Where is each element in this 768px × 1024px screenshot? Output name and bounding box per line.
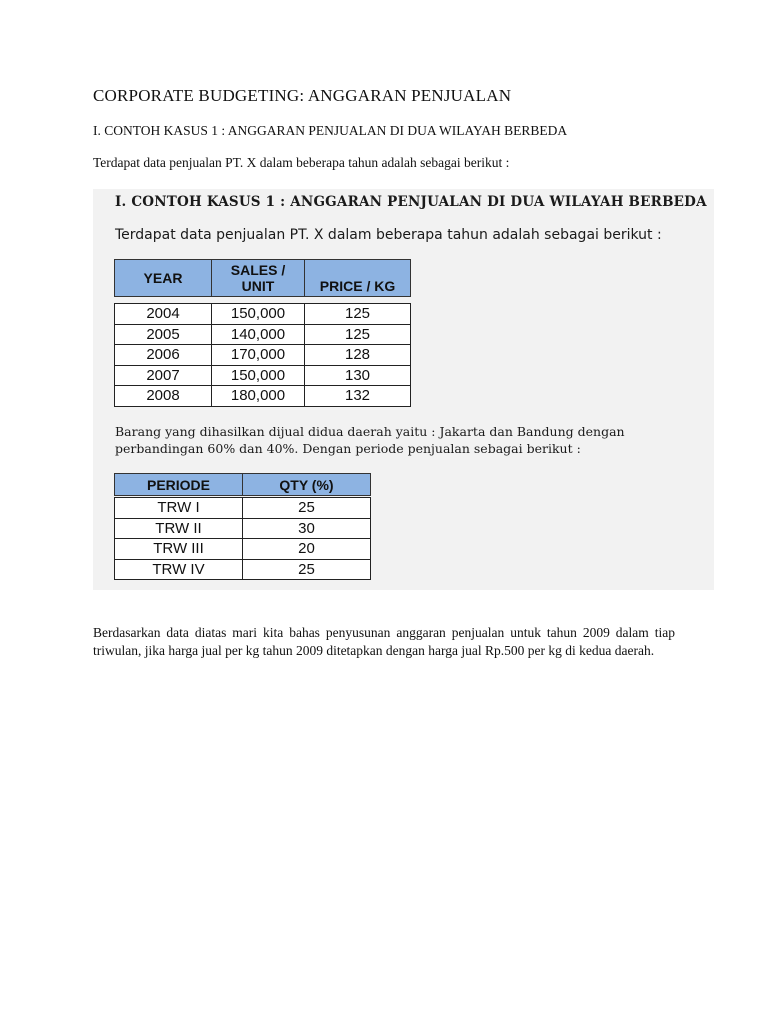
table-row bbox=[115, 498, 371, 519]
figure-paragraph: Barang yang dihasilkan dijual didua daerah yaitu : Jakarta dan Bandung dengan perbandingan 60% dan 40%. Dengan periode penjualan sebagai berikut : bbox=[115, 424, 625, 456]
cell-qty: 25 bbox=[243, 498, 371, 519]
sales-table bbox=[114, 259, 411, 407]
table-row bbox=[115, 518, 371, 539]
period-table bbox=[114, 473, 371, 580]
page-title: CORPORATE BUDGETING: ANGGARAN PENJUALAN bbox=[93, 86, 512, 105]
cell-sales: 170,000 bbox=[212, 345, 305, 366]
closing-paragraph: Berdasarkan data diatas mari kita bahas penyusunan anggaran penjualan untuk tahun 2009 dalam tiap triwulan, jika harga jual per kg tahun 2009 ditetapkan dengan harga jual Rp.500 per kg di kedua daerah. bbox=[93, 625, 675, 658]
cell-year: 2007 bbox=[115, 365, 212, 386]
column-header-price-kg: PRICE / KG bbox=[305, 260, 411, 297]
cell-price: 125 bbox=[305, 304, 411, 325]
cell-sales: 150,000 bbox=[212, 365, 305, 386]
figure-intro: Terdapat data penjualan PT. X dalam beberapa tahun adalah sebagai berikut : bbox=[115, 227, 662, 243]
intro-text: Terdapat data penjualan PT. X dalam beberapa tahun adalah sebagai berikut : bbox=[93, 155, 510, 170]
cell-year: 2006 bbox=[115, 345, 212, 366]
table-row bbox=[115, 559, 371, 580]
cell-sales: 140,000 bbox=[212, 324, 305, 345]
cell-periode: TRW I bbox=[115, 498, 243, 519]
table-row bbox=[115, 539, 371, 560]
cell-year: 2008 bbox=[115, 386, 212, 407]
cell-periode: TRW III bbox=[115, 539, 243, 560]
section-subheading: I. CONTOH KASUS 1 : ANGGARAN PENJUALAN DI DUA WILAYAH BERBEDA bbox=[93, 123, 568, 138]
table-row bbox=[115, 304, 411, 325]
cell-price: 132 bbox=[305, 386, 411, 407]
cell-periode: TRW IV bbox=[115, 559, 243, 580]
cell-qty: 25 bbox=[243, 559, 371, 580]
column-header-qty: QTY (%) bbox=[243, 474, 371, 496]
table-row bbox=[115, 324, 411, 345]
cell-sales: 150,000 bbox=[212, 304, 305, 325]
cell-year: 2005 bbox=[115, 324, 212, 345]
cell-qty: 30 bbox=[243, 518, 371, 539]
table-header-row bbox=[115, 474, 371, 496]
table-header-row bbox=[115, 260, 411, 297]
cell-sales: 180,000 bbox=[212, 386, 305, 407]
table-row bbox=[115, 345, 411, 366]
cell-year: 2004 bbox=[115, 304, 212, 325]
table-row bbox=[115, 386, 411, 407]
cell-periode: TRW II bbox=[115, 518, 243, 539]
column-header-year: YEAR bbox=[115, 260, 212, 297]
cell-price: 125 bbox=[305, 324, 411, 345]
embedded-figure bbox=[93, 189, 714, 590]
table-row bbox=[115, 365, 411, 386]
column-header-periode: PERIODE bbox=[115, 474, 243, 496]
cell-price: 128 bbox=[305, 345, 411, 366]
figure-heading: I. CONTOH KASUS 1 : ANGGARAN PENJUALAN DI DUA WILAYAH BERBEDA bbox=[115, 194, 707, 210]
column-header-sales-unit: SALES / UNIT bbox=[212, 260, 305, 297]
cell-qty: 20 bbox=[243, 539, 371, 560]
cell-price: 130 bbox=[305, 365, 411, 386]
